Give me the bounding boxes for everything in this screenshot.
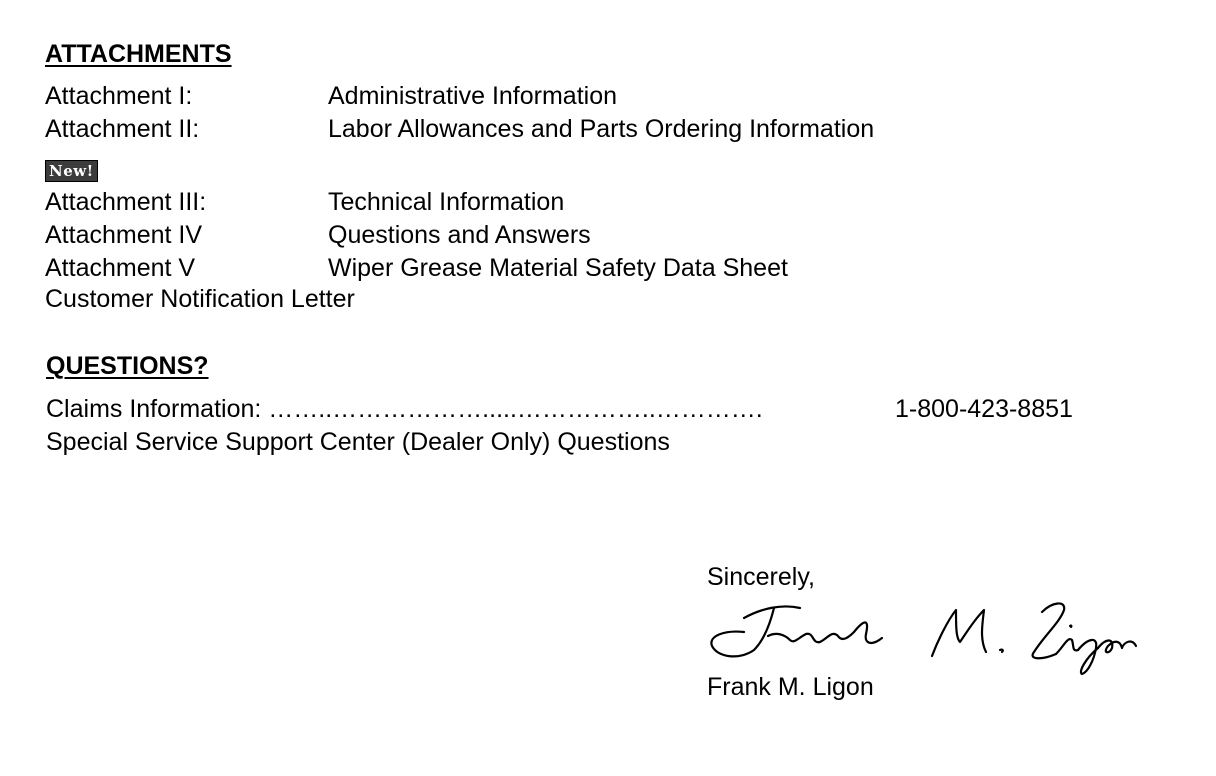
attachment-1-description: Administrative Information <box>328 82 618 110</box>
attachment-2-label: Attachment II: <box>45 115 200 143</box>
attachment-5-label: Attachment V <box>45 254 196 282</box>
salutation: Sincerely, <box>707 563 815 591</box>
claims-information-label: Claims Information: ……..……………….....……………..…………. <box>46 395 763 423</box>
attachment-3-label: Attachment III: <box>45 188 207 216</box>
attachment-2-description: Labor Allowances and Parts Ordering Information <box>328 115 875 143</box>
attachment-3-description: Technical Information <box>328 188 565 216</box>
attachment-5-description: Wiper Grease Material Safety Data Sheet <box>328 254 788 282</box>
support-center-questions: Special Service Support Center (Dealer Only) Questions <box>46 428 670 456</box>
attachment-4-description: Questions and Answers <box>328 221 591 249</box>
claims-phone-number: 1-800-423-8851 <box>895 395 1073 423</box>
signer-name: Frank M. Ligon <box>707 673 874 701</box>
customer-notification-letter: Customer Notification Letter <box>45 285 355 313</box>
handwritten-signature <box>704 596 1144 678</box>
attachment-4-label: Attachment IV <box>45 221 203 249</box>
attachments-heading: ATTACHMENTS <box>45 40 232 68</box>
new-badge: New! <box>45 160 98 182</box>
questions-heading: QUESTIONS? <box>46 352 209 380</box>
attachment-1-label: Attachment I: <box>45 82 193 110</box>
